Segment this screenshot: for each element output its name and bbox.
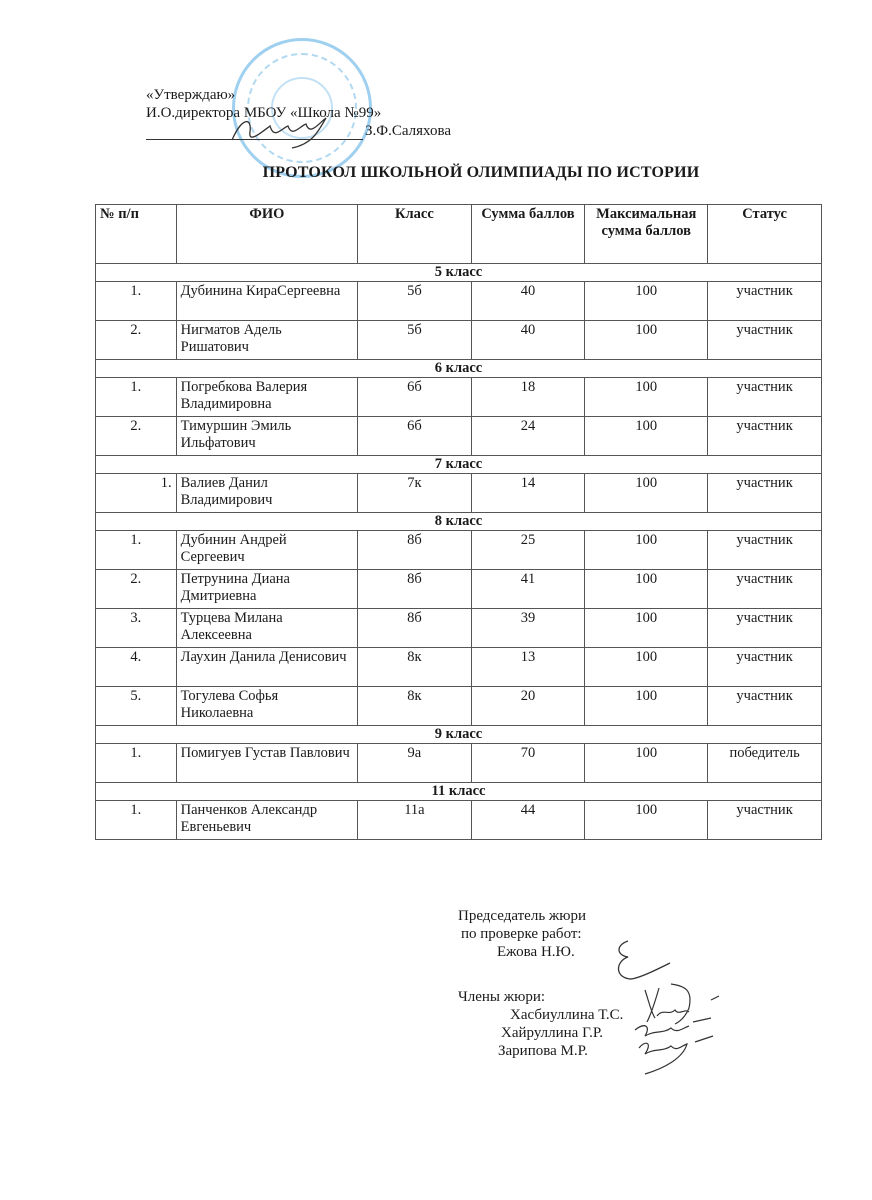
results-table xyxy=(95,204,822,840)
cell-max: 100 xyxy=(585,744,708,783)
cell-max: 100 xyxy=(585,801,708,840)
cell-status: участник xyxy=(708,801,822,840)
cell-status: победитель xyxy=(708,744,822,783)
cell-class: 8б xyxy=(358,531,472,570)
cell-fio: Тимуршин Эмиль Ильфатович xyxy=(176,417,357,456)
cell-class: 8б xyxy=(358,609,472,648)
cell-fio: Петрунина Диана Дмитриевна xyxy=(176,570,357,609)
cell-num: 1. xyxy=(96,744,177,783)
section-label: 9 класс xyxy=(96,726,822,744)
cell-sum: 39 xyxy=(471,609,585,648)
cell-num: 2. xyxy=(96,570,177,609)
table-row xyxy=(96,321,822,360)
cell-num: 2. xyxy=(96,321,177,360)
cell-sum: 44 xyxy=(471,801,585,840)
section-row xyxy=(96,264,822,282)
cell-max: 100 xyxy=(585,648,708,687)
cell-class: 6б xyxy=(358,417,472,456)
cell-fio: Нигматов Адель Ришатович xyxy=(176,321,357,360)
cell-class: 8к xyxy=(358,687,472,726)
cell-fio: Лаухин Данила Денисович xyxy=(176,648,357,687)
header-class: Класс xyxy=(358,205,472,264)
cell-max: 100 xyxy=(585,321,708,360)
table-row xyxy=(96,648,822,687)
table-row xyxy=(96,378,822,417)
table-row xyxy=(96,570,822,609)
chair-title: Председатель жюри xyxy=(458,908,587,924)
cell-num: 1. xyxy=(96,531,177,570)
cell-fio: Дубинин Андрей Сергеевич xyxy=(176,531,357,570)
cell-status: участник xyxy=(708,687,822,726)
cell-sum: 41 xyxy=(471,570,585,609)
cell-status: участник xyxy=(708,570,822,609)
jury-member: Хасбиуллина Т.С. xyxy=(510,1007,624,1023)
section-label: 5 класс xyxy=(96,264,822,282)
page-title: ПРОТОКОЛ ШКОЛЬНОЙ ОЛИМПИАДЫ ПО ИСТОРИИ xyxy=(262,164,700,181)
table-row xyxy=(96,417,822,456)
cell-max: 100 xyxy=(585,531,708,570)
cell-max: 100 xyxy=(585,378,708,417)
members-label: Члены жюри: xyxy=(458,989,546,1005)
cell-max: 100 xyxy=(585,570,708,609)
jury-member: Зарипова М.Р. xyxy=(498,1043,588,1059)
cell-max: 100 xyxy=(585,687,708,726)
cell-status: участник xyxy=(708,474,822,513)
cell-max: 100 xyxy=(585,474,708,513)
section-row xyxy=(96,783,822,801)
cell-status: участник xyxy=(708,417,822,456)
cell-num: 2. xyxy=(96,417,177,456)
jury-member: Хайруллина Г.Р. xyxy=(501,1025,604,1041)
cell-fio: Помигуев Густав Павлович xyxy=(176,744,357,783)
cell-num: 1. xyxy=(96,282,177,321)
cell-sum: 18 xyxy=(471,378,585,417)
jury-members-block xyxy=(458,988,623,1060)
cell-sum: 70 xyxy=(471,744,585,783)
cell-max: 100 xyxy=(585,609,708,648)
chair-subtitle: по проверке работ: xyxy=(461,926,582,942)
cell-status: участник xyxy=(708,648,822,687)
cell-class: 5б xyxy=(358,321,472,360)
director-signature-icon xyxy=(222,112,342,152)
cell-sum: 20 xyxy=(471,687,585,726)
cell-max: 100 xyxy=(585,417,708,456)
cell-fio: Погребкова Валерия Владимировна xyxy=(176,378,357,417)
cell-fio: Турцева Милана Алексеевна xyxy=(176,609,357,648)
table-row xyxy=(96,744,822,783)
cell-sum: 24 xyxy=(471,417,585,456)
header-max: Максимальная сумма баллов xyxy=(585,205,708,264)
table-header-row xyxy=(96,205,822,264)
cell-sum: 25 xyxy=(471,531,585,570)
table-row xyxy=(96,609,822,648)
table-row xyxy=(96,687,822,726)
section-row xyxy=(96,456,822,474)
cell-fio: Тогулева Софья Николаевна xyxy=(176,687,357,726)
table-row xyxy=(96,531,822,570)
section-row xyxy=(96,360,822,378)
cell-num: 1. xyxy=(96,474,177,513)
cell-fio: Дубинина КираСергеевна xyxy=(176,282,357,321)
cell-sum: 40 xyxy=(471,321,585,360)
section-row xyxy=(96,726,822,744)
cell-num: 5. xyxy=(96,687,177,726)
section-label: 11 класс xyxy=(96,783,822,801)
approval-heading: «Утверждаю» xyxy=(146,87,236,103)
cell-sum: 13 xyxy=(471,648,585,687)
cell-class: 6б xyxy=(358,378,472,417)
cell-class: 11а xyxy=(358,801,472,840)
cell-status: участник xyxy=(708,321,822,360)
jury-chair-block xyxy=(458,907,586,961)
cell-num: 1. xyxy=(96,378,177,417)
table-row xyxy=(96,282,822,321)
cell-num: 4. xyxy=(96,648,177,687)
approval-position: И.О.директора МБОУ «Школа №99» xyxy=(146,105,382,121)
cell-sum: 40 xyxy=(471,282,585,321)
section-label: 7 класс xyxy=(96,456,822,474)
table-body xyxy=(96,264,822,840)
cell-num: 1. xyxy=(96,801,177,840)
cell-sum: 14 xyxy=(471,474,585,513)
approval-signer: З.Ф.Саляхова xyxy=(365,123,452,139)
table-row xyxy=(96,474,822,513)
cell-status: участник xyxy=(708,531,822,570)
section-label: 8 класс xyxy=(96,513,822,531)
cell-class: 8б xyxy=(358,570,472,609)
header-num: № п/п xyxy=(96,205,177,264)
cell-max: 100 xyxy=(585,282,708,321)
header-status: Статус xyxy=(708,205,822,264)
table-row xyxy=(96,801,822,840)
cell-fio: Панченков Александр Евгеньевич xyxy=(176,801,357,840)
header-sum: Сумма баллов xyxy=(471,205,585,264)
header-fio: ФИО xyxy=(176,205,357,264)
cell-class: 8к xyxy=(358,648,472,687)
cell-num: 3. xyxy=(96,609,177,648)
cell-status: участник xyxy=(708,609,822,648)
cell-status: участник xyxy=(708,282,822,321)
cell-class: 9а xyxy=(358,744,472,783)
cell-class: 7к xyxy=(358,474,472,513)
members-signatures-icon xyxy=(615,978,725,1078)
section-row xyxy=(96,513,822,531)
cell-status: участник xyxy=(708,378,822,417)
chair-name: Ежова Н.Ю. xyxy=(497,944,575,960)
cell-class: 5б xyxy=(358,282,472,321)
section-label: 6 класс xyxy=(96,360,822,378)
cell-fio: Валиев Данил Владимирович xyxy=(176,474,357,513)
